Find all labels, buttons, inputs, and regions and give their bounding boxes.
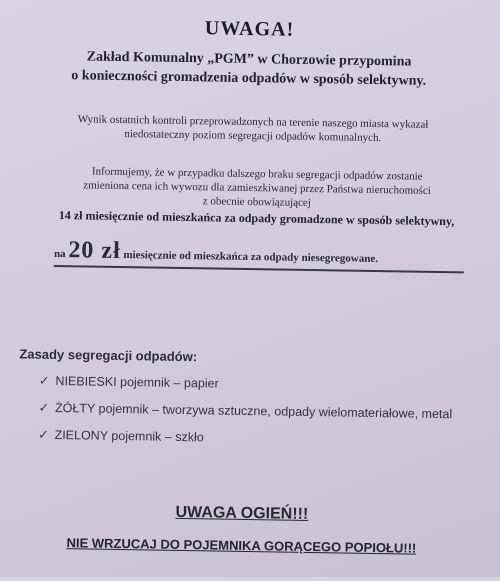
rule-yellow-bin (38, 400, 452, 421)
check-icon: ✓ (38, 400, 50, 415)
info-line-3: z obecnie obowiązującej (202, 195, 311, 209)
info-paragraph (36, 164, 477, 229)
rule-label: ŻÓŁTY pojemnik – tworzywa sztuczne, odpady wielomateriałowe, metal (54, 400, 453, 422)
price-amount: 20 zł (68, 237, 121, 264)
rule-label: ZIELONY pojemnik – szkło (54, 427, 204, 445)
unsorted-price-line (54, 237, 464, 273)
rule-blue-bin (39, 373, 219, 391)
rule-green-bin (38, 427, 204, 445)
check-icon: ✓ (38, 427, 49, 442)
control-line-1: Wynik ostatnich kontroli przeprowadzonych na terenie naszego miasta wykazał (77, 113, 429, 131)
notice-header (0, 46, 499, 92)
control-paragraph (38, 112, 468, 147)
fire-warning-text: UWAGA OGIEŃ!!! (175, 503, 309, 523)
rules-title: Zasady segregacji odpadów: (19, 346, 198, 365)
info-line-1: Informujemy, że w przypadku dalszego braku segregacji odpadów zostanie (91, 165, 423, 183)
ash-warning-text: NIE WRZUCAJ DO POJEMNIKA GORĄCEGO POPIOŁU!!! (66, 535, 417, 556)
info-line-2: zmieniona cena ich wywozu dla zamieszkiwanej przez Państwa nieruchomości (83, 179, 431, 197)
fire-warning (0, 501, 492, 527)
header-line-1: Zakład Komunalny „PGM” w Chorzowie przypomina (86, 49, 412, 70)
header-line-2: o konieczności gromadzenia odpadów w sposób selektywny. (71, 68, 427, 89)
check-icon: ✓ (38, 373, 50, 388)
price-suffix: miesięcznie od mieszkańca za odpady niesegregowane. (123, 249, 379, 266)
price-prefix: na (53, 247, 66, 261)
notice-title: UWAGA! (204, 17, 295, 41)
selective-rate: 14 zł miesięcznie od mieszkańca za odpady gromadzone w sposób selektywny, (58, 208, 455, 229)
control-line-2: niedostateczny poziom segregacji odpadów komunalnych. (124, 128, 382, 145)
rule-label: NIEBIESKI pojemnik – papier (55, 373, 219, 391)
ash-warning (0, 534, 492, 557)
